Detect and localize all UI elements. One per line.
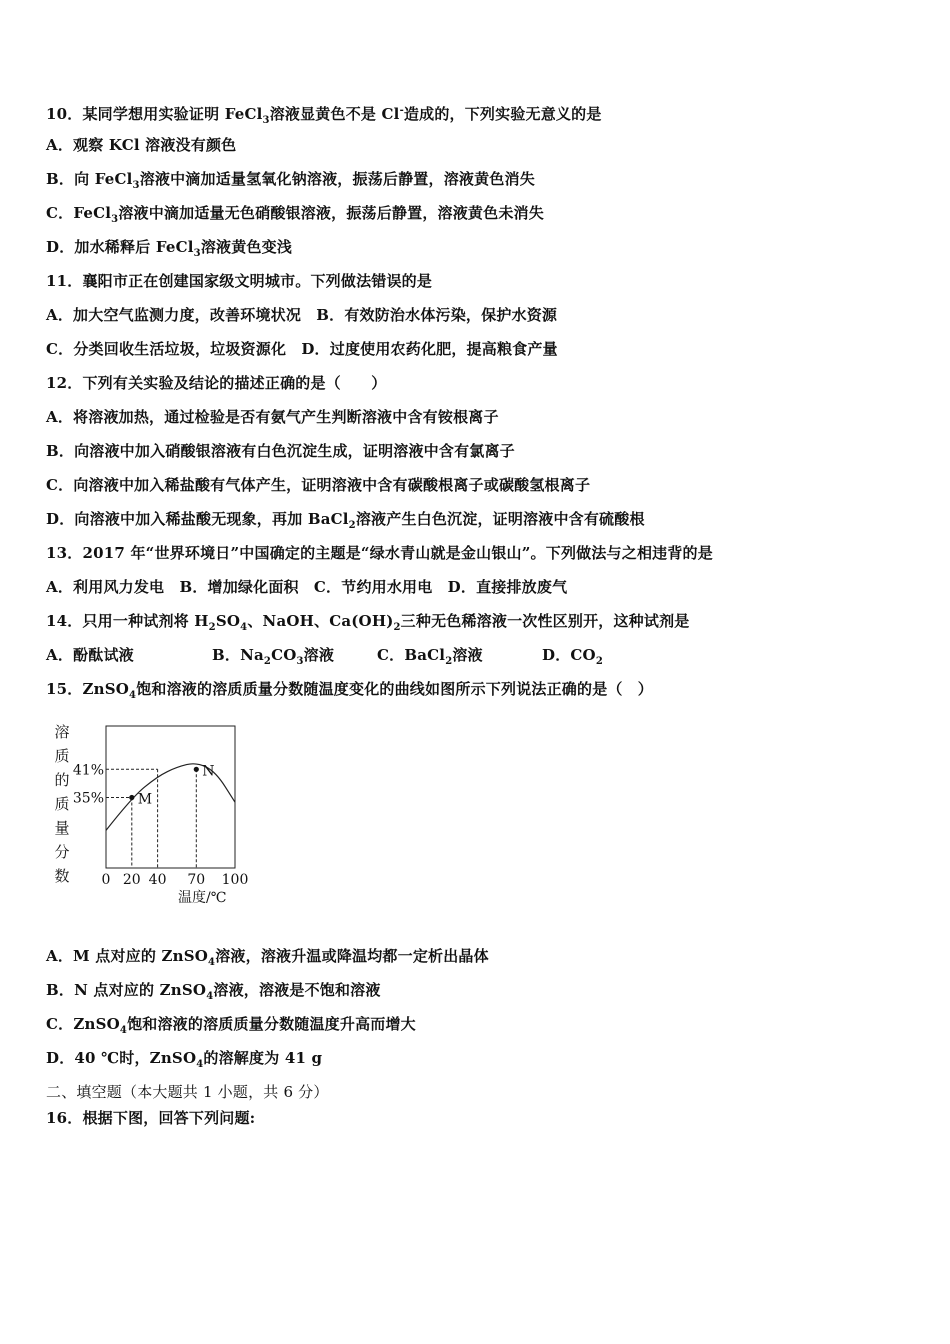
- y-tick-label: 41%: [72, 762, 104, 779]
- y-label-char: 溶: [54, 723, 70, 741]
- point-M: [129, 795, 134, 800]
- q12-stem: 12．下列有关实验及结论的描述正确的是（ ）: [46, 374, 387, 392]
- q10-option-c: C．FeCl$_3$溶液中滴加适量无色硝酸银溶液，振荡后静置，溶液黄色未消失: [46, 204, 544, 225]
- q10-option-b: B．向 FeCl$_3$溶液中滴加适量氢氧化钠溶液，振荡后静置，溶液黄色消失: [46, 170, 535, 191]
- q12-option-d: D．向溶液中加入稀盐酸无现象，再加 BaCl$_2$溶液产生白色沉淀，证明溶液中含有硫酸根: [46, 510, 645, 531]
- y-label-char: 质: [54, 747, 70, 765]
- x-tick-label: 0: [101, 872, 111, 888]
- x-axis-label: 温度/℃: [178, 890, 227, 906]
- q14-option-a: A．酚酞试液: [46, 646, 134, 664]
- point-N: [194, 767, 199, 772]
- x-tick-label: 20: [122, 872, 141, 888]
- y-tick-label: 35%: [72, 790, 104, 807]
- q11-options-ab: A．加大空气监测力度，改善环境状况 B．有效防治水体污染，保护水资源: [46, 306, 558, 324]
- q10-stem: 10．某同学想用实验证明 FeCl$_3$溶液显黄色不是 Cl-造成的，下列实验无意义的是: [46, 105, 602, 126]
- y-label-char: 分: [54, 843, 70, 861]
- y-label-char: 数: [54, 867, 70, 885]
- q11-options-cd: C．分类回收生活垃圾，垃圾资源化 D．过度使用农药化肥，提高粮食产量: [46, 340, 558, 358]
- solubility-curve: [106, 764, 235, 831]
- q12-option-a: A．将溶液加热，通过检验是否有氨气产生判断溶液中含有铵根离子: [46, 408, 499, 426]
- q14-option-b: B．$Na_2CO_3$溶液: [212, 646, 335, 667]
- y-label-char: 的: [54, 771, 70, 789]
- q11-stem: 11．襄阳市正在创建国家级文明城市。下列做法错误的是: [46, 272, 433, 290]
- q10-option-a: A．观察 KCl 溶液没有颜色: [46, 136, 237, 154]
- q15-option-d: D．40 ℃时，ZnSO$_4$的溶解度为 41 g: [46, 1049, 323, 1070]
- q12-option-c: C．向溶液中加入稀盐酸有气体产生，证明溶液中含有碳酸根离子或碳酸氢根离子: [46, 476, 591, 494]
- q15-option-a: A．M 点对应的 ZnSO$_4$溶液，溶液升温或降温均都一定析出晶体: [46, 947, 489, 968]
- chart-svg: [46, 716, 256, 916]
- point-label-N: N: [202, 763, 215, 780]
- solubility-chart: [46, 716, 256, 916]
- section-heading: 二、填空题（本大题共 1 小题，共 6 分）: [46, 1083, 329, 1101]
- x-tick-label: 100: [221, 872, 249, 888]
- q12-option-b: B．向溶液中加入硝酸银溶液有白色沉淀生成，证明溶液中含有氯离子: [46, 442, 515, 460]
- q10-option-d: D．加水稀释后 FeCl$_3$溶液黄色变浅: [46, 238, 293, 259]
- q13-stem: 13．2017 年“世界环境日”中国确定的主题是“绿水青山就是金山银山”。下列做法与之相违背的是: [46, 544, 713, 562]
- y-label-char: 量: [54, 819, 70, 837]
- q14-option-d: D．$CO_2$: [542, 646, 603, 667]
- plot-frame: [106, 726, 235, 868]
- q13-options: A．利用风力发电 B．增加绿化面积 C．节约用水用电 D．直接排放废气: [46, 578, 568, 596]
- x-tick-label: 70: [187, 872, 206, 888]
- y-label-char: 质: [54, 795, 70, 813]
- q14-option-c: C．BaCl$_2$溶液: [377, 646, 483, 667]
- q14-stem: 14．只用一种试剂将 $H_2SO_4$、NaOH、$Ca(OH)_2$三种无色稀溶液一次性区别开，这种试剂是: [46, 612, 690, 633]
- q15-option-b: B．N 点对应的 ZnSO$_4$溶液，溶液是不饱和溶液: [46, 981, 381, 1002]
- q16-stem: 16．根据下图，回答下列问题:: [46, 1109, 256, 1127]
- q15-option-c: C．ZnSO$_4$饱和溶液的溶质质量分数随温度升高而增大: [46, 1015, 416, 1036]
- q15-stem: 15．ZnSO$_4$饱和溶液的溶质质量分数随温度变化的曲线如图所示下列说法正确的是（ ）: [46, 680, 654, 701]
- x-tick-label: 40: [148, 872, 167, 888]
- point-label-M: M: [137, 791, 153, 808]
